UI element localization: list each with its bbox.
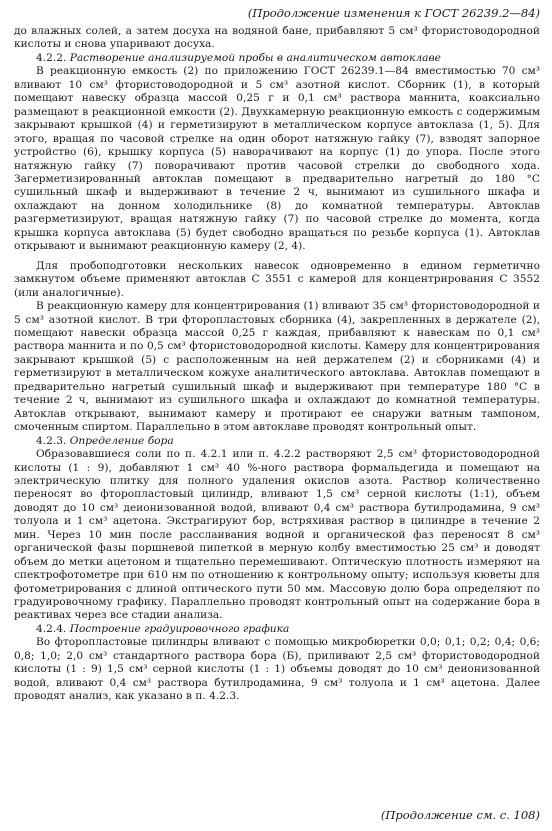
section-title: Построение градуировочного графика xyxy=(69,622,290,635)
section-number: 4.2.2. xyxy=(36,51,67,64)
section-heading xyxy=(14,623,540,636)
section-heading xyxy=(14,52,540,65)
continuation-footer: (Продолжение см. с. 108) xyxy=(380,808,540,822)
continuation-header: (Продолжение изменения к ГОСТ 26239.2—84) xyxy=(247,6,540,20)
body-paragraph: В реакционную камеру для концентрирования (1) вливают 35 см³ фтористоводородной и 5 см³ азотной кислот. В три фторопластовых сборника (4), закрепленных в держателе (2), помещают навески образца массой 0,25 г каждая, прибавляют к навескам по 0,1 см³ раствора маннита и по 0,5 см³ фтористоводородной кислоты. Камеру для концентрирования закрывают крышкой (5) с расположенным на ней держателем (2) и сборниками (4) и герметизируют в металлическом кожухе аналитического автоклава. Автоклав помещают в предварительно нагретый сушильный шкаф и выдерживают при температуре 180 °С в течение 2 ч, вынимают из сушильного шкафа и охлаждают до комнатной температуры. Автоклав открывают, вынимают камеру и протирают ее снаружи ватным тампоном, смоченным спиртом. Параллельно в этом автоклаве проводят контрольный опыт. xyxy=(14,300,540,434)
body-paragraph: Образовавшиеся соли по п. 4.2.1 или п. 4.2.2 растворяют 2,5 см³ фтористоводородной кислоты (1 : 9), добавляют 1 см³ 40 %-ного раствора формальдегида и помещают на электрическую плитку для полного удаления окислов азота. Раствор количественно переносят во фторопластовый цилиндр, вливают 1,5 см³ серной кислоты (1:1), объем доводят до 10 см³ деионизованной водой, вливают 0,4 см³ раствора бутилродамина, 9 см³ толуола и 1 см³ ацетона. Экстрагируют бор, встряхивая раствор в цилиндре в течение 2 мин. Через 10 мин после расслаивания водной и органической фаз переносят 8 см³ органической фазы поршневой пипеткой в мерную колбу вместимостью 25 см³ и доводят объем до метки ацетоном и тщательно перемешивают. Оптическую плотность измеряют на спектрофотометре при 610 нм по отношению к контрольному опыту; используя кюветы для фотометрирования с длиной оптического пути 50 мм. Массовую долю бора определяют по градуировочному графику. Параллельно проводят контрольный опыт на содержание бора в реактивах через все стадии анализа. xyxy=(14,448,540,622)
section-number: 4.2.3. xyxy=(36,434,67,447)
section-number: 4.2.4. xyxy=(36,622,67,635)
body-paragraph: Во фторопластовые цилиндры вливают с помощью микробюретки 0,0; 0,1; 0,2; 0,4; 0,6; 0,8; 1,0; 2,0 см³ стандартного раствора бора (Б), приливают 2,5 см³ фтористоводородной кислоты (1 : 9) 1,5 см³ серной кислоты (1 : 1) объемы доводят до 10 см³ деионизованной водой, вливают 0,4 см³ раствора бутилродамина, 9 см³ толуола и 1 см³ ацетона. Далее проводят анализ, как указано в п. 4.2.3. xyxy=(14,636,540,703)
body-paragraph: до влажных солей, а затем досуха на водяной бане, прибавляют 5 см³ фтористоводородной кислоты и снова упаривают досуха. xyxy=(14,25,540,51)
section-heading xyxy=(14,435,540,448)
document-body xyxy=(14,25,540,704)
section-title: Растворение анализируемой пробы в аналитическом автоклаве xyxy=(69,51,441,64)
body-paragraph: В реакционную емкость (2) по приложению ГОСТ 26239.1—84 вместимостью 70 см³ вливают 10 см³ фтористоводородной и 5 см³ азотной кислот. Сборник (1), в который помещают навеску образца массой 0,25 г и 0,1 см³ раствора маннита, коаксиально размещают в реакционной емкости (2). Двухкамерную реакционную емкость с содержимым закрывают крышкой (4) и герметизируют в металлическом корпусе автоклаза (1, 5). Для этого, вращая по часовой стрелке на один оборот натяжную гайку (7), взводят запорное устройство (6), крышку корпуса (5) наворачивают на корпус (1) до упора. После этого натяжную гайку (7) поворачивают против часовой стрелки до свободного хода. Загерметизированный автоклав помещают в предварительно нагретый до 180 °С сушильный шкаф и выдерживают в течение 2 ч, вынимают из сушильного шкафа и охлаждают на донном холодильнике (8) до комнатной температуры. Автоклав разгерметизируют, вращая натяжную гайку (7) по часовой стрелке до момента, когда крышка корпуса автоклава (5) будет свободно вращаться по резьбе корпуса (1). Автоклав открывают и вынимают реакционную камеру (2, 4). xyxy=(14,65,540,253)
body-paragraph: Для пробоподготовки нескольких навесок одновременно в едином герметично замкнутом объеме применяют автоклав С 3551 с камерой для концентрирования С 3552 (или аналогичные). xyxy=(14,259,540,299)
section-title: Определение бора xyxy=(69,434,174,447)
